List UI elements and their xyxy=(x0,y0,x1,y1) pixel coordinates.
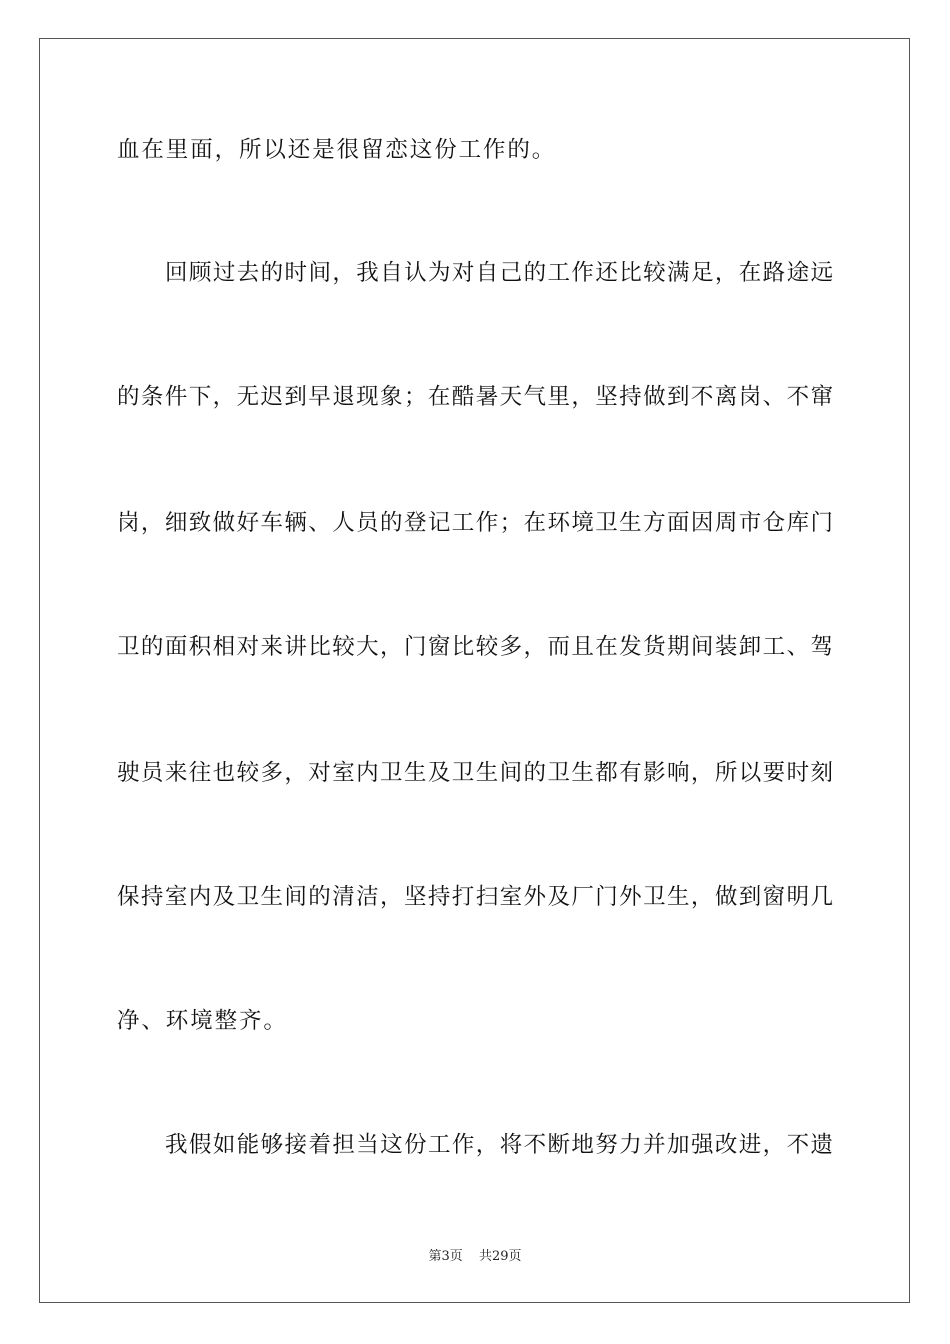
paragraph-line: 我假如能够接着担当这份工作，将不断地努力并加强改进，不遗 xyxy=(165,1132,833,1158)
paragraph-line: 岗，细致做好车辆、人员的登记工作；在环境卫生方面因周市仓库门 xyxy=(117,510,833,536)
page-footer xyxy=(0,1248,950,1266)
paragraph-line: 回顾过去的时间，我自认为对自己的工作还比较满足，在路途远 xyxy=(165,260,833,286)
page-total: 共29页 xyxy=(478,1249,522,1264)
page-border xyxy=(39,38,910,1303)
paragraph-line: 保持室内及卫生间的清洁，坚持打扫室外及厂门外卫生，做到窗明几 xyxy=(117,884,833,910)
paragraph-line: 净、环境整齐。 xyxy=(117,1008,288,1034)
paragraph-line: 的条件下，无迟到早退现象；在酷暑天气里，坚持做到不离岗、不窜 xyxy=(117,384,833,410)
paragraph-line: 血在里面，所以还是很留恋这份工作的。 xyxy=(117,137,557,163)
paragraph-line: 卫的面积相对来讲比较大，门窗比较多，而且在发货期间装卸工、驾 xyxy=(117,634,833,660)
paragraph-line: 驶员来往也较多，对室内卫生及卫生间的卫生都有影响，所以要时刻 xyxy=(117,760,833,786)
page-number: 第3页 xyxy=(428,1249,463,1264)
